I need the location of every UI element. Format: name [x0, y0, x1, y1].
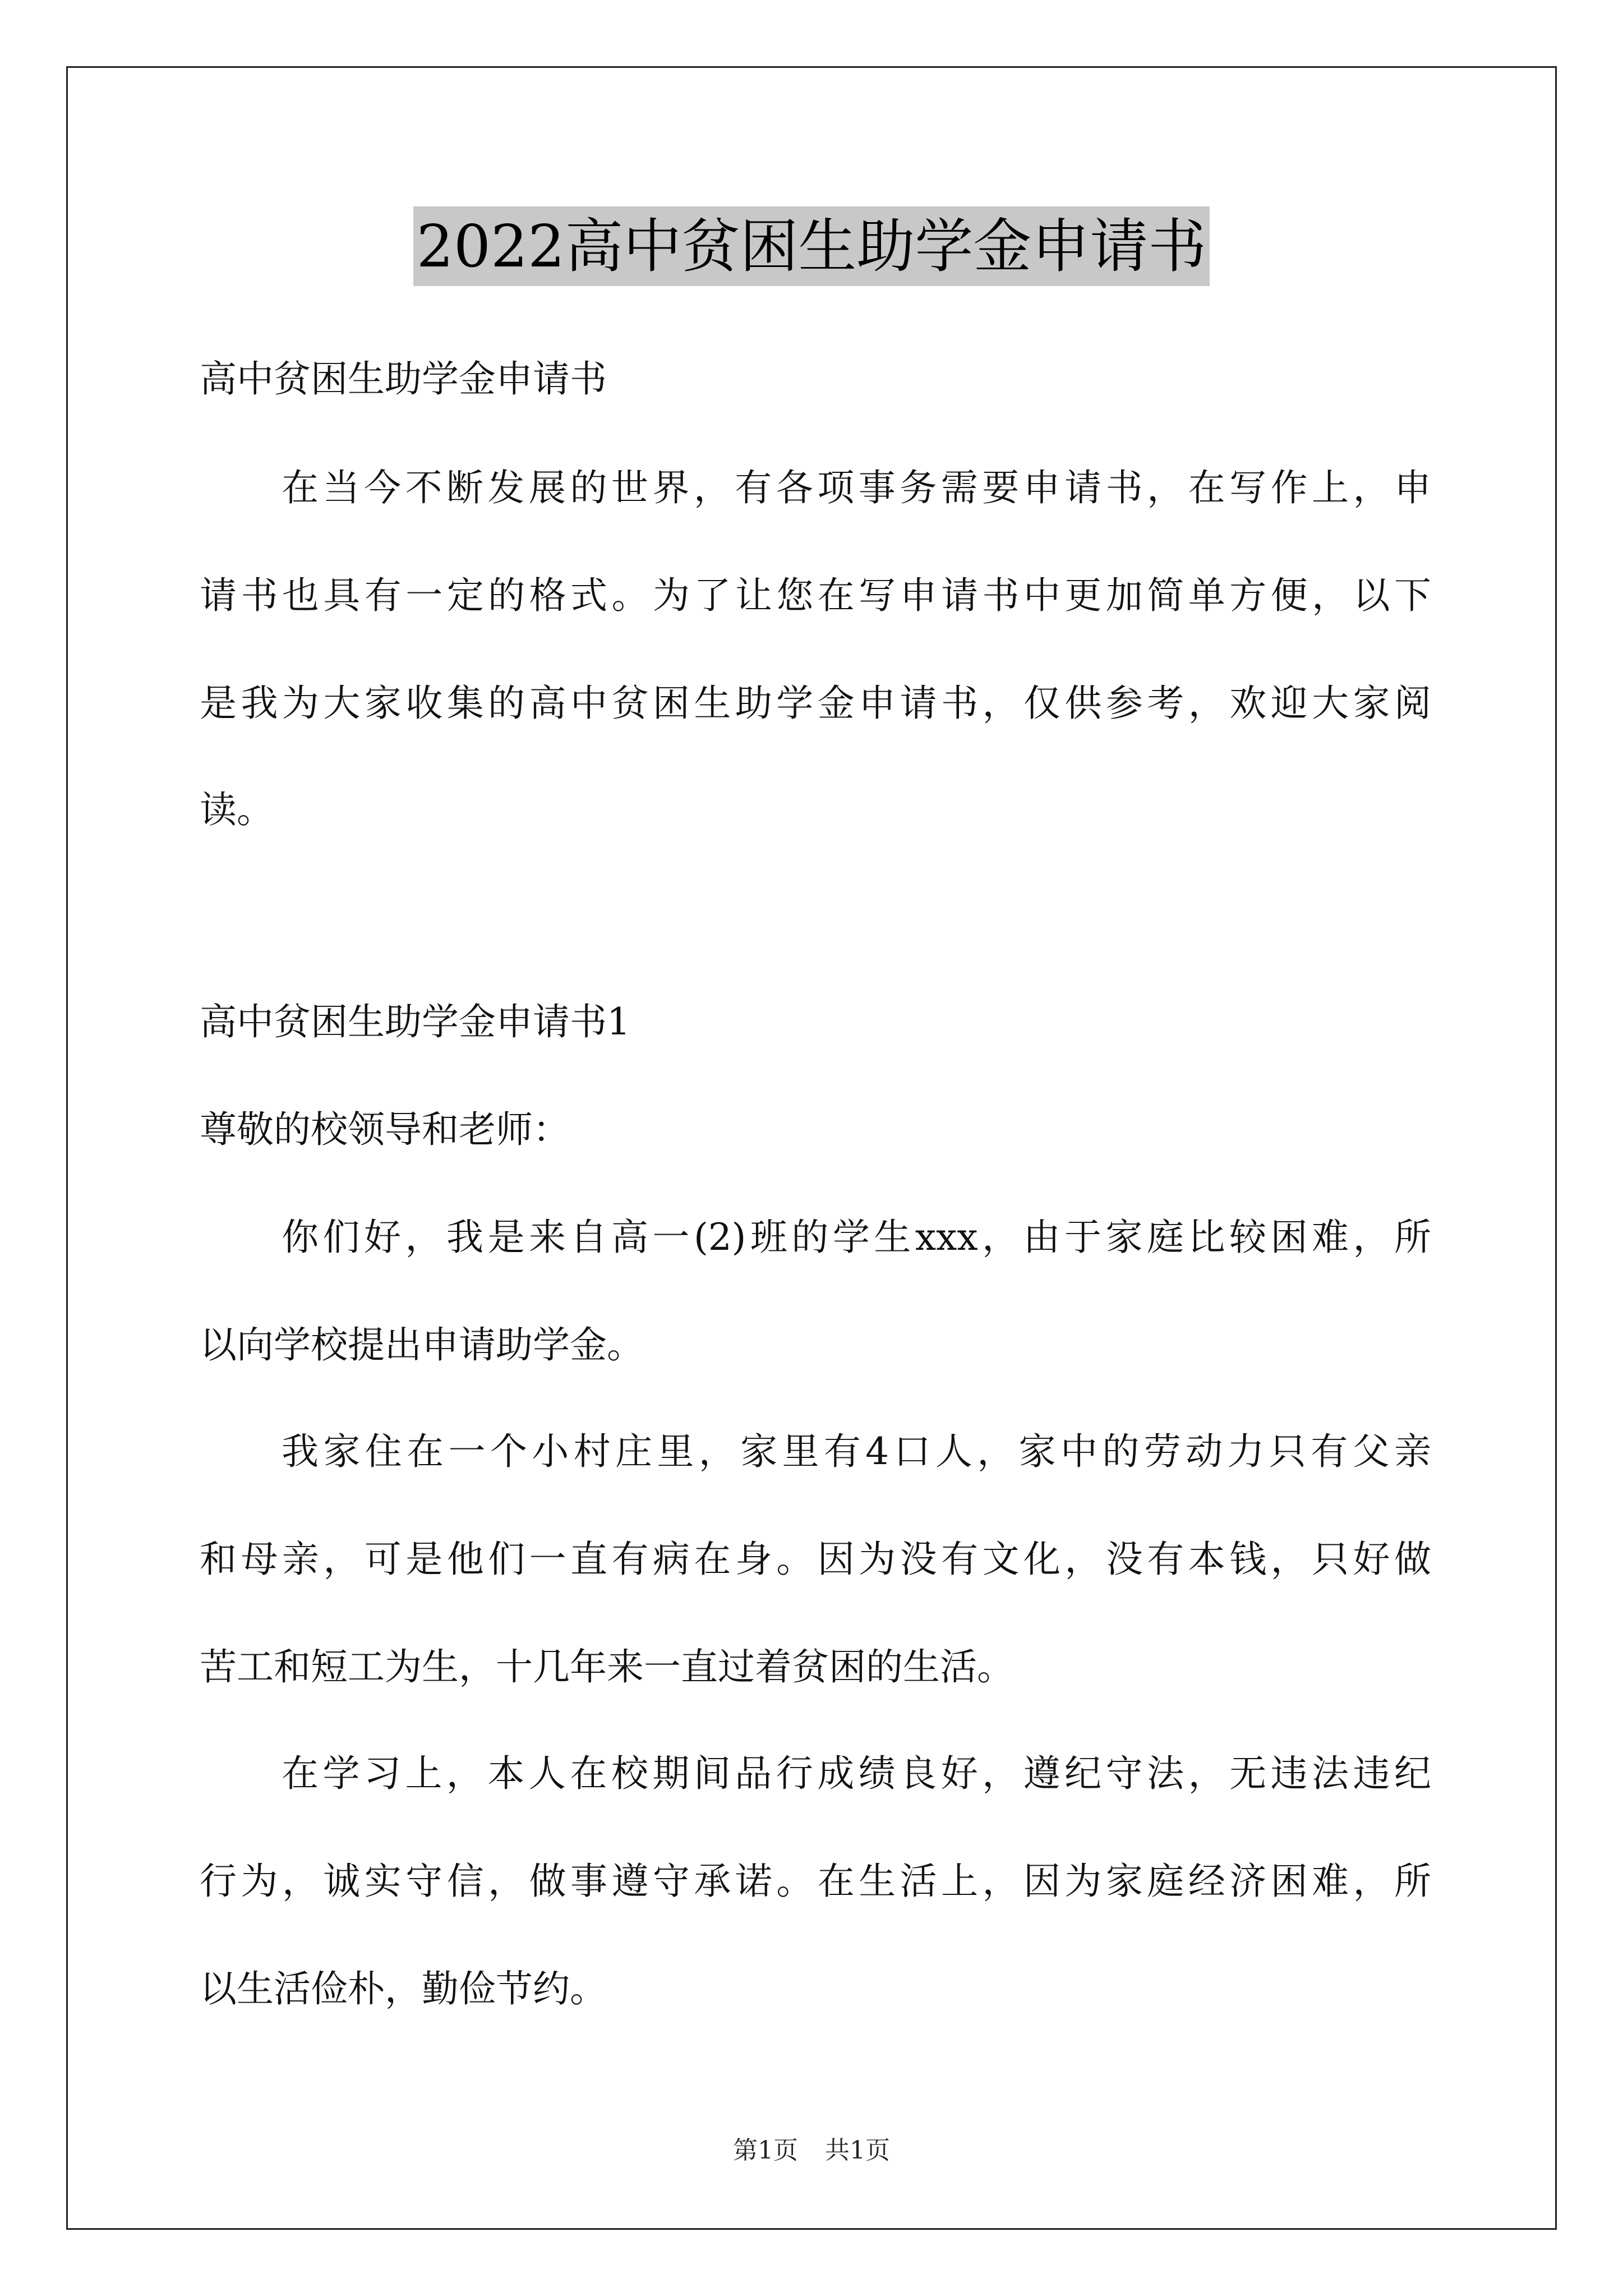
page-number-total: 共1页: [825, 2136, 890, 2165]
para2-line-2: 和母亲，可是他们一直有病在身。因为没有文化，没有本钱，只好做: [200, 1538, 1431, 1581]
salutation: 尊敬的校领导和老师：: [200, 1108, 570, 1151]
intro-line-1: 在当今不断发展的世界，有各项事务需要申请书，在写作上，申: [282, 466, 1431, 509]
para3-line-2: 行为，诚实守信，做事遵守承诺。在生活上，因为家庭经济困难，所: [200, 1860, 1431, 1903]
para3-line-1: 在学习上，本人在校期间品行成绩良好，遵纪守法，无违法违纪: [282, 1752, 1431, 1795]
para1-line-2: 以向学校提出申请助学金。: [200, 1323, 644, 1366]
page-footer: [0, 2135, 1623, 2166]
section-heading: 高中贫困生助学金申请书1: [200, 1000, 630, 1043]
para1-line-1: 你们好，我是来自高一(2)班的学生xxx，由于家庭比较困难，所: [282, 1216, 1431, 1259]
page-number-current: 第1页: [733, 2136, 798, 2165]
document-subtitle: 高中贫困生助学金申请书: [200, 357, 607, 401]
para3-line-3: 以生活俭朴，勤俭节约。: [200, 1967, 607, 2010]
intro-line-2: 请书也具有一定的格式。为了让您在写申请书中更加简单方便，以下: [200, 574, 1431, 617]
intro-line-3: 是我为大家收集的高中贫困生助学金申请书，仅供参考，欢迎大家阅: [200, 682, 1431, 725]
para2-line-3: 苦工和短工为生，十几年来一直过着贫困的生活。: [200, 1645, 1014, 1688]
document-title: 2022高中贫困生助学金申请书: [413, 206, 1210, 286]
intro-line-4: 读。: [200, 788, 274, 831]
title-container: [0, 206, 1623, 286]
para2-line-1: 我家住在一个小村庄里，家里有4口人，家中的劳动力只有父亲: [282, 1430, 1431, 1473]
